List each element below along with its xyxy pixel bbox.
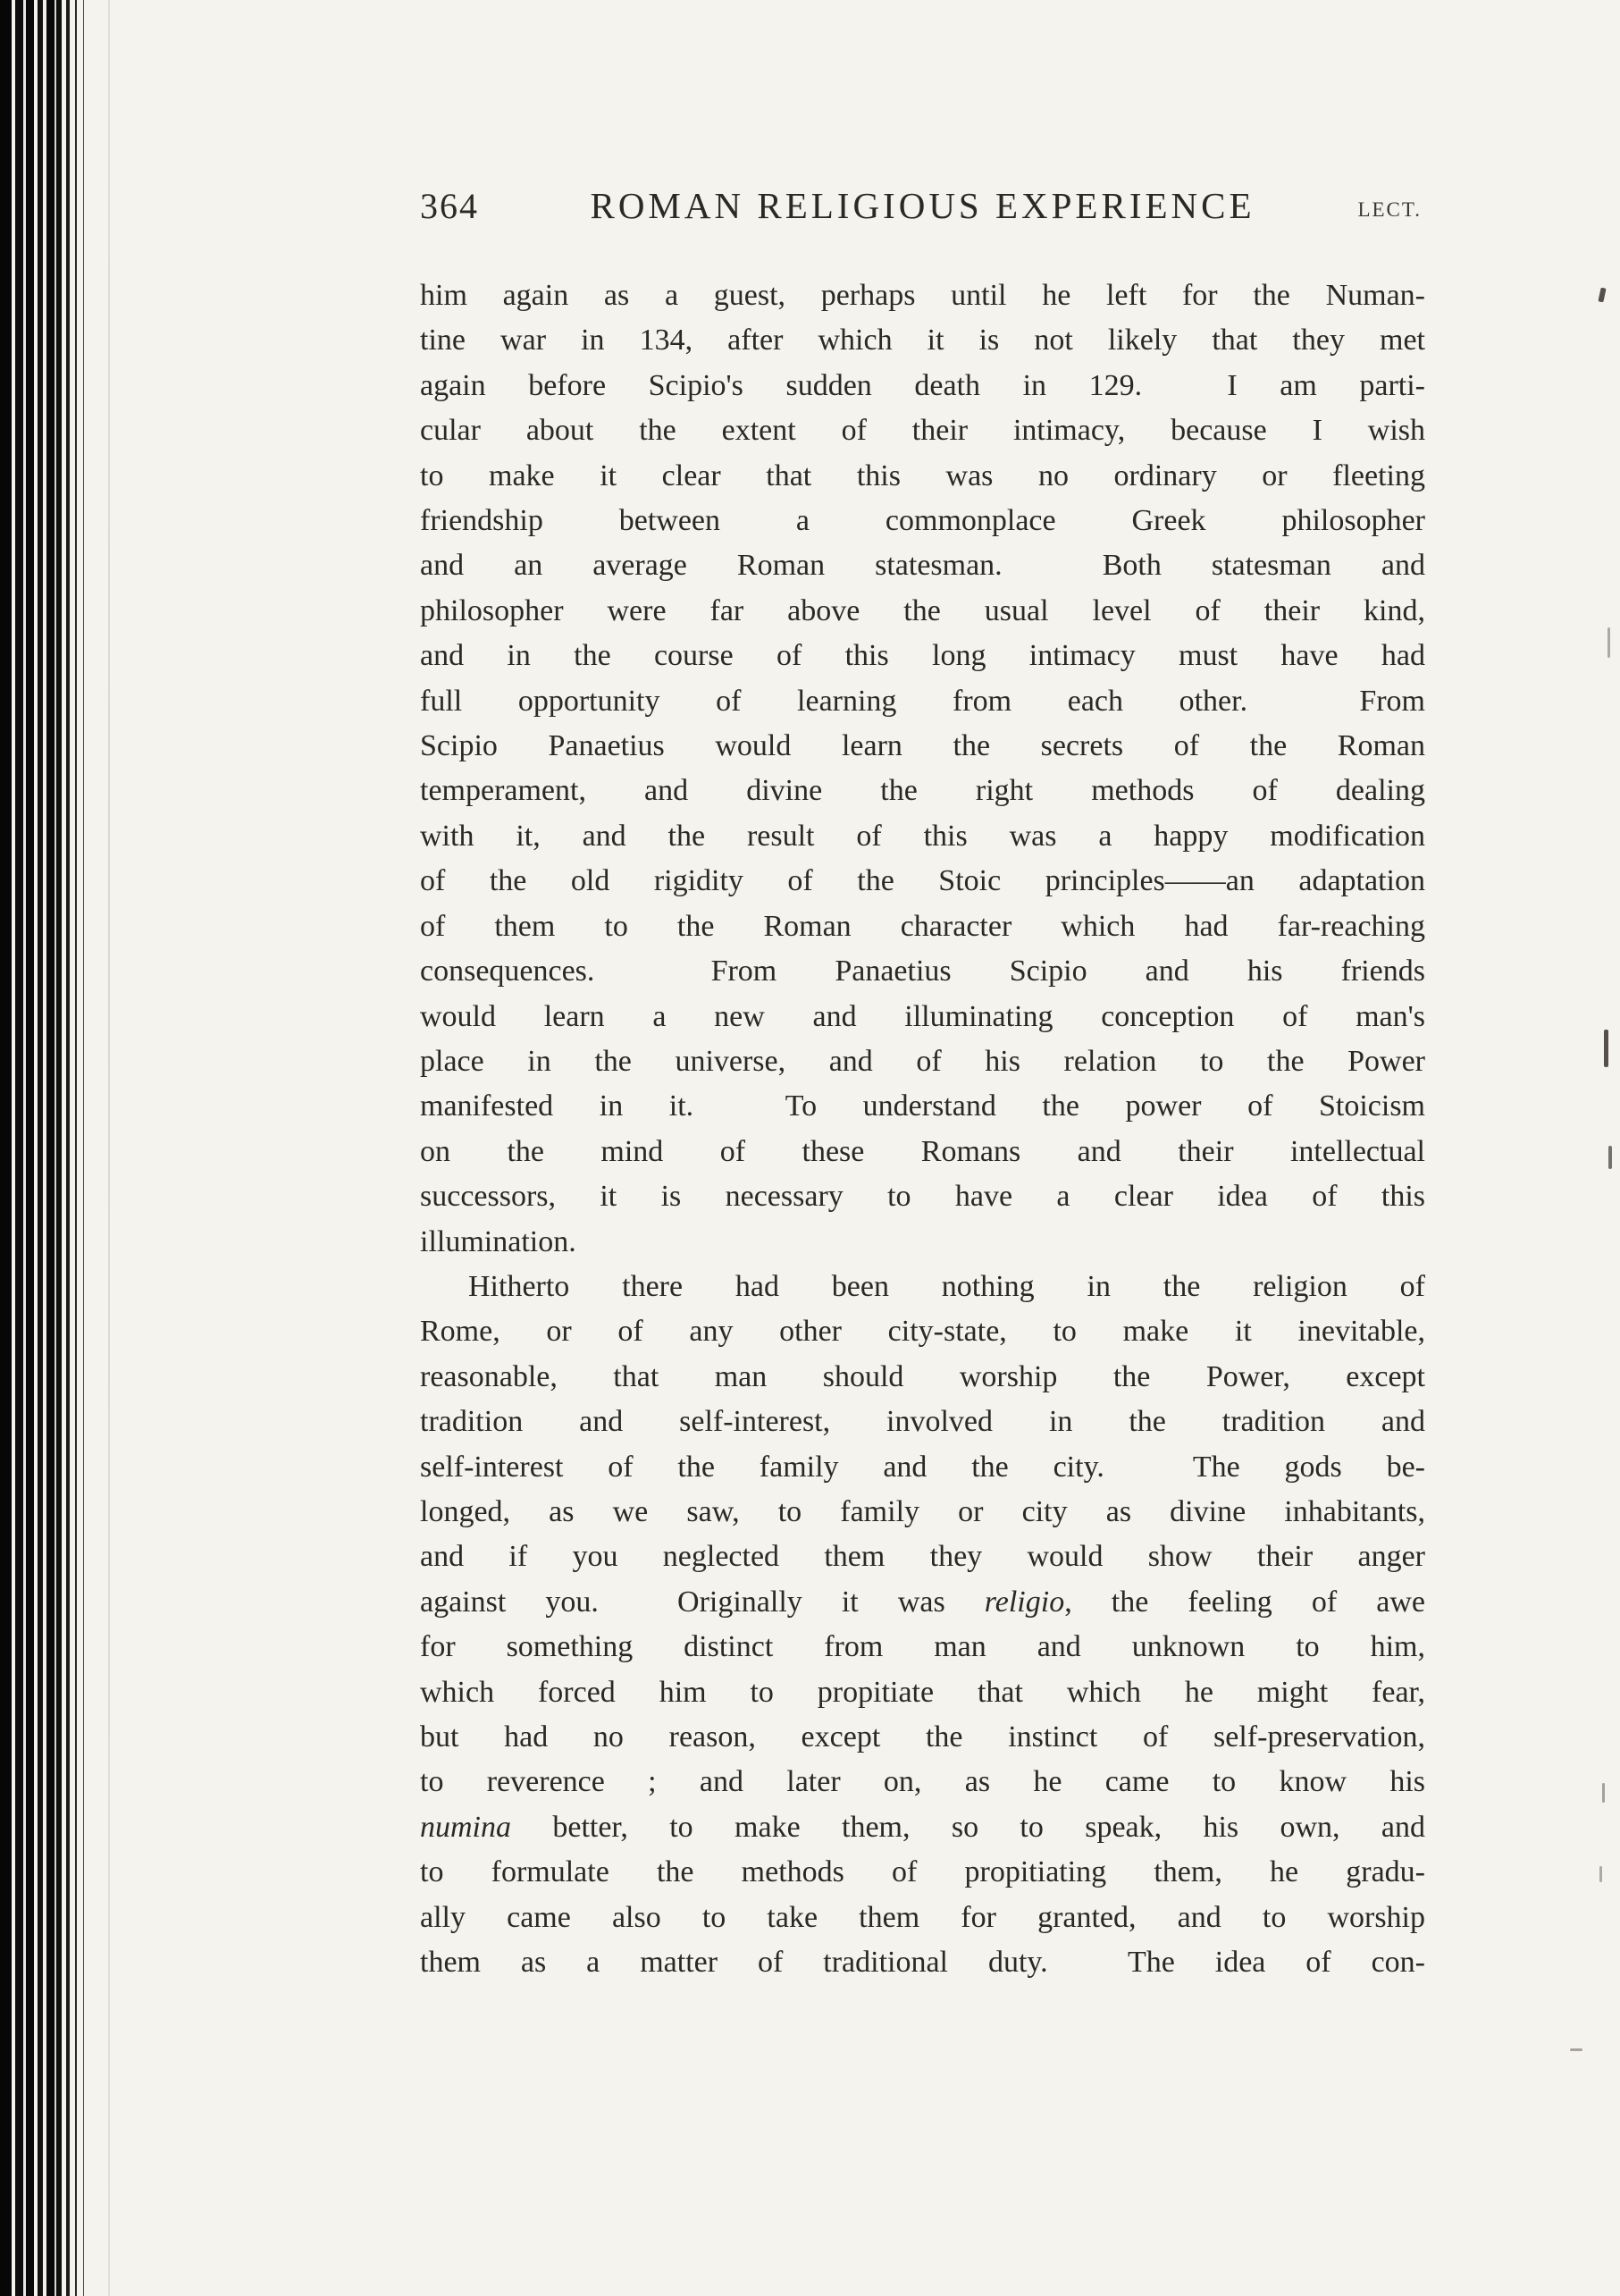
page-title: ROMAN RELIGIOUS EXPERIENCE <box>590 185 1255 226</box>
book-binding-scan-edge <box>0 0 105 2296</box>
text-line: and an average Roman statesman. Both statesman and <box>420 549 1425 583</box>
text-line: philosopher were far above the usual level of their kind, <box>420 593 1425 627</box>
text-line: self-interest of the family and the city. The gods be- <box>420 1450 1425 1484</box>
text-line: Scipio Panaetius would learn the secrets of the Roman <box>420 729 1425 763</box>
text-line: to make it clear that this was no ordinary or fleeting <box>420 458 1425 492</box>
page-crease-line <box>108 0 110 2296</box>
text-line: successors, it is necessary to have a clear idea of this <box>420 1180 1425 1214</box>
text-line: him again as a guest, perhaps until he left for the Numan- <box>420 279 1425 312</box>
text-line: numina better, to make them, so to speak, his own, and <box>420 1810 1425 1844</box>
page-number: 364 <box>420 186 479 226</box>
text-line: against you. Originally it was religio, the feeling of awe <box>420 1585 1426 1619</box>
text-line: and if you neglected them they would show their anger <box>420 1540 1425 1574</box>
text-line: longed, as we saw, to family or city as divine inhabitants, <box>420 1494 1425 1528</box>
text-line: them as a matter of traditional duty. The idea of con- <box>420 1946 1425 1980</box>
scan-artifact <box>1598 288 1606 303</box>
text-line: reasonable, that man should worship the Power, except <box>420 1359 1425 1393</box>
scan-artifact <box>1607 627 1610 658</box>
text-line: place in the universe, and of his relation to the Power <box>420 1044 1425 1078</box>
text-line: tradition and self-interest, involved in the tradition and <box>420 1405 1425 1439</box>
text-line: Hitherto there had been nothing in the religion of <box>468 1269 1425 1303</box>
text-line: full opportunity of learning from each other. From <box>420 684 1425 718</box>
text-line: again before Scipio's sudden death in 129. I am parti- <box>420 368 1425 402</box>
text-line: temperament, and divine the right methods of dealing <box>420 774 1425 808</box>
text-line: consequences. From Panaetius Scipio and his friends <box>420 955 1425 988</box>
text-line: on the mind of these Romans and their intellectual <box>420 1134 1425 1168</box>
text-line: illumination. <box>420 1224 576 1258</box>
text-line: but had no reason, except the instinct of self-preservation, <box>420 1720 1425 1754</box>
text-line: with it, and the result of this was a happy modification <box>420 819 1425 853</box>
running-header <box>420 172 1425 227</box>
text-line: which forced him to propitiate that which he might fear, <box>420 1675 1425 1709</box>
text-line: manifested in it. To understand the power of Stoicism <box>420 1089 1425 1123</box>
text-line: to formulate the methods of propitiating them, he gradu- <box>420 1855 1425 1889</box>
text-line: Rome, or of any other city-state, to make it inevitable, <box>420 1315 1425 1349</box>
text-line: and in the course of this long intimacy must have had <box>420 639 1425 673</box>
scan-artifact <box>1608 1146 1612 1169</box>
scan-artifact <box>1570 2048 1582 2051</box>
scan-artifact <box>1602 1783 1605 1803</box>
text-line: friendship between a commonplace Greek philosopher <box>420 504 1425 538</box>
text-line: would learn a new and illuminating conception of man's <box>420 999 1425 1033</box>
page-content <box>420 172 1425 1985</box>
text-line: for something distinct from man and unknown to him, <box>420 1630 1425 1664</box>
text-line: of the old rigidity of the Stoic principles——an adaptation <box>420 864 1425 898</box>
text-line: ally came also to take them for granted, and to worship <box>420 1900 1425 1934</box>
scan-artifact <box>1599 1866 1602 1882</box>
text-line: cular about the extent of their intimacy, because I wish <box>420 414 1425 448</box>
text-line: to reverence ; and later on, as he came to know his <box>420 1765 1425 1799</box>
text-line: of them to the Roman character which had far-reaching <box>420 909 1425 943</box>
scan-artifact <box>1604 1030 1608 1067</box>
header-side-label: LECT. <box>1357 198 1422 221</box>
text-line: tine war in 134, after which it is not likely that they met <box>420 324 1425 357</box>
text-block <box>420 273 1425 1985</box>
